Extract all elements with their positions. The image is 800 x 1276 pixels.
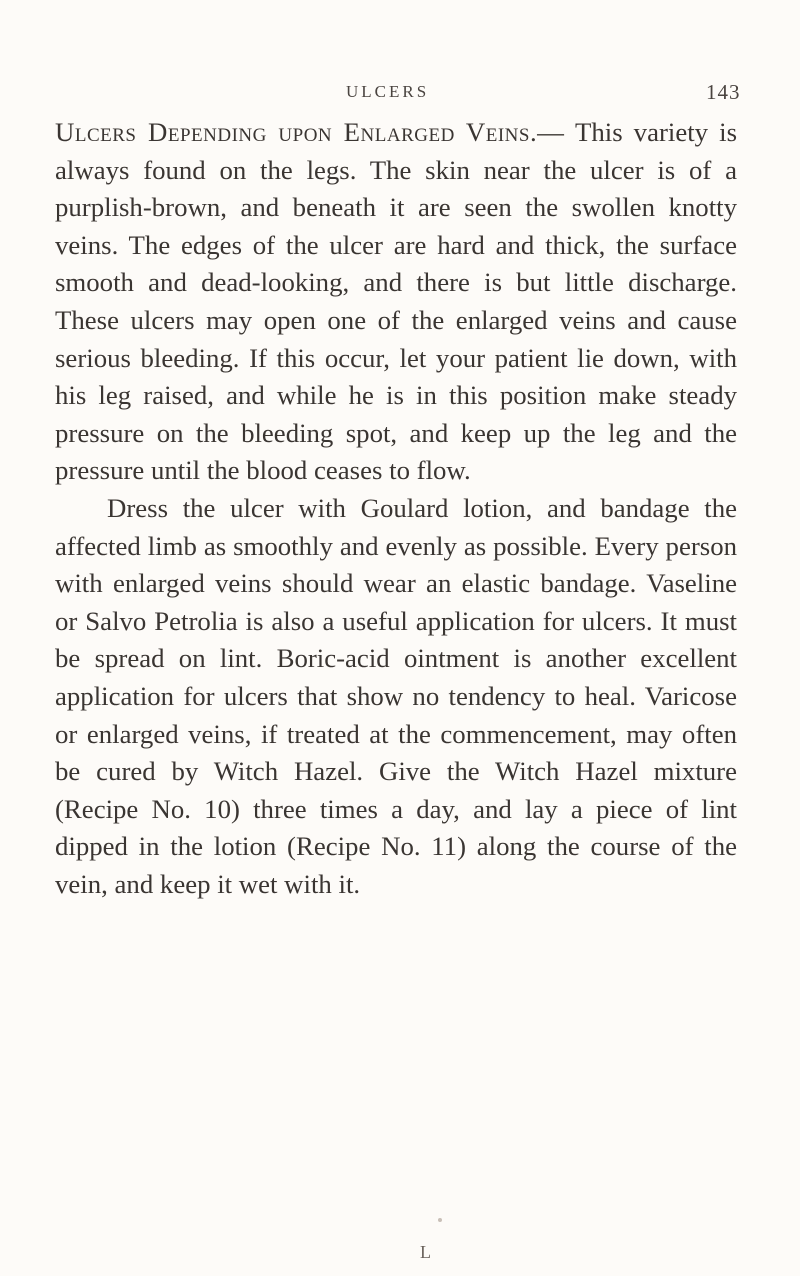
signature-mark: L	[420, 1242, 431, 1262]
page-number: 143	[706, 80, 741, 104]
section-heading: Ulcers Depending upon Enlarged Veins.—	[55, 117, 565, 147]
paragraph	[55, 114, 737, 490]
body-text	[55, 114, 737, 903]
running-head: ULCERS	[346, 82, 430, 101]
ink-speck	[438, 1218, 442, 1222]
paragraph: Dress the ulcer with Goulard lotion, and bandage the affected limb as smoothly and evenly as possible. Every person with enlarged veins should wear an elastic bandage. Vaseline or Salvo Petrolia is also a useful application for ulcers. It must be spread on lint. Boric-acid ointment is another excellent application for ulcers that show no tendency to heal. Varicose or enlarged veins, if treated at the commencement, may often be cured by Witch Hazel. Give the Witch Hazel mixture (Recipe No. 10) three times a day, and lay a piece of lint dipped in the lotion (Recipe No. 11) along the course of the vein, and keep it wet with it.	[55, 492, 737, 899]
paragraph-text: This variety is always found on the legs. The skin near the ulcer is of a purplish-brown, and beneath it are seen the swollen knotty veins. The edges of the ulcer are hard and thick, the surface smooth and dead-looking, and there is but little discharge. These ulcers may open one of the enlarged veins and cause serious bleeding. If this occur, let your patient lie down, with his leg raised, and while he is in this position make steady pressure on the bleeding spot, and keep up the leg and the pressure until the blood ceases to flow.	[55, 117, 737, 486]
